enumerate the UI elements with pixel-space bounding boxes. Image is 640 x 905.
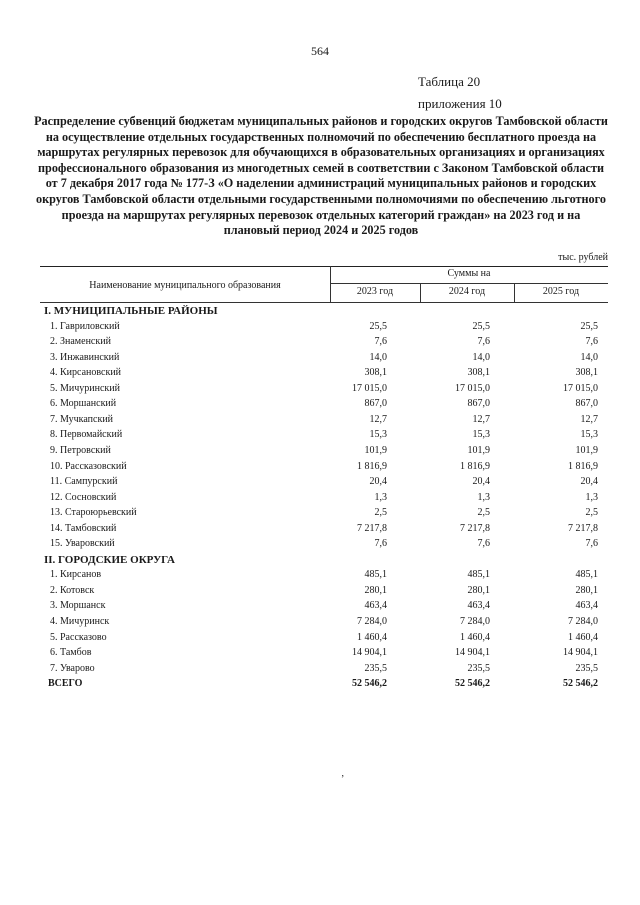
value-2024: 14 904,1 <box>455 647 490 658</box>
row-name: 3. Моршанск <box>50 600 106 611</box>
value-2025: 7,6 <box>585 538 598 549</box>
value-2024: 15,3 <box>472 429 490 440</box>
value-2025: 235,5 <box>575 663 598 674</box>
value-2025: 14,0 <box>580 352 598 363</box>
value-2024: 485,1 <box>467 569 490 580</box>
table-row <box>0 398 640 414</box>
value-2024: 52 546,2 <box>455 678 490 689</box>
value-2024: 2,5 <box>477 507 490 518</box>
appendix-number: приложения 10 <box>418 96 502 111</box>
row-name: 10. Рассказовский <box>50 461 127 472</box>
value-2023: 1 460,4 <box>357 632 387 643</box>
value-2024: 463,4 <box>467 600 490 611</box>
value-2023: 14 904,1 <box>352 647 387 658</box>
row-name: 9. Петровский <box>50 445 111 456</box>
row-name: 2. Знаменский <box>50 336 111 347</box>
column-header-sums: Суммы на <box>447 268 491 279</box>
value-2023: 101,9 <box>364 445 387 456</box>
value-2025: 2,5 <box>585 507 598 518</box>
value-2023: 52 546,2 <box>352 678 387 689</box>
total-label: ВСЕГО <box>48 678 83 689</box>
table-row <box>0 321 640 337</box>
value-2025: 12,7 <box>580 414 598 425</box>
value-2025: 14 904,1 <box>563 647 598 658</box>
table-row <box>0 476 640 492</box>
value-2023: 235,5 <box>364 663 387 674</box>
section-header <box>0 305 640 321</box>
row-name: 11. Сампурский <box>50 476 118 487</box>
value-2025: 7 284,0 <box>568 616 598 627</box>
table-row <box>0 632 640 648</box>
value-2024: 1 460,4 <box>460 632 490 643</box>
value-2023: 17 015,0 <box>352 383 387 394</box>
table-row <box>0 616 640 632</box>
table-row <box>0 507 640 523</box>
value-2025: 25,5 <box>580 321 598 332</box>
column-header-2025: 2025 год <box>542 286 580 297</box>
value-2025: 1 460,4 <box>568 632 598 643</box>
value-2025: 1 816,9 <box>568 461 598 472</box>
row-name: 3. Инжавинский <box>50 352 120 363</box>
row-name: 7. Мучкапский <box>50 414 114 425</box>
row-name: 2. Котовск <box>50 585 95 596</box>
value-2025: 485,1 <box>575 569 598 580</box>
value-2024: 25,5 <box>472 321 490 332</box>
value-2025: 1,3 <box>585 492 598 503</box>
value-2023: 20,4 <box>369 476 387 487</box>
table-row <box>0 429 640 445</box>
value-2023: 485,1 <box>364 569 387 580</box>
sums-rule <box>330 283 608 284</box>
value-2023: 15,3 <box>369 429 387 440</box>
row-name: 1. Гавриловский <box>50 321 120 332</box>
table-row <box>0 367 640 383</box>
value-2023: 12,7 <box>369 414 387 425</box>
value-2025: 280,1 <box>575 585 598 596</box>
section-title: I. МУНИЦИПАЛЬНЫЕ РАЙОНЫ <box>44 305 218 317</box>
value-2024: 101,9 <box>467 445 490 456</box>
units-label: тыс. рублей <box>558 252 608 263</box>
value-2023: 7,6 <box>374 538 387 549</box>
row-name: 15. Уваровский <box>50 538 115 549</box>
value-2023: 1 816,9 <box>357 461 387 472</box>
value-2023: 1,3 <box>374 492 387 503</box>
value-2025: 15,3 <box>580 429 598 440</box>
row-name: 1. Кирсанов <box>50 569 102 580</box>
value-2024: 7 217,8 <box>460 523 490 534</box>
value-2023: 280,1 <box>364 585 387 596</box>
table-row <box>0 336 640 352</box>
table-row <box>0 445 640 461</box>
header-bottom-rule <box>40 302 608 303</box>
table-row <box>0 538 640 554</box>
value-2025: 308,1 <box>575 367 598 378</box>
table-row <box>0 647 640 663</box>
column-header-2023: 2023 год <box>356 286 394 297</box>
value-2023: 25,5 <box>369 321 387 332</box>
column-header-2024: 2024 год <box>448 286 486 297</box>
value-2025: 7,6 <box>585 336 598 347</box>
table-row <box>0 461 640 477</box>
page-number: 564 <box>311 44 329 58</box>
row-name: 4. Мичуринск <box>50 616 110 627</box>
row-name: 13. Староюрьевский <box>50 507 137 518</box>
value-2024: 12,7 <box>472 414 490 425</box>
total-row <box>0 678 640 694</box>
table-top-rule <box>40 266 608 267</box>
document-title: Распределение субвенций бюджетам муниципальных районов и городских округов Тамбовской области на осуществление отдельных государственных полномочий по обеспечению бесплатного проезда на маршрутах регулярных перевозок для обучающихся в образовательных организациях и организациях профессионального образования из многодетных семей в соответствии с Законом Тамбовской области от 7 декабря 2017 года № 177-З «О наделении администраций муниципальных районов и городских округов Тамбовской области отдельными государственными полномочиями по обеспечению льготного проезда на маршрутах регулярных перевозок отдельных категорий граждан» на 2023 год и на плановый период 2024 и 2025 годов <box>34 114 608 238</box>
value-2023: 7 217,8 <box>357 523 387 534</box>
row-name: 5. Мичуринский <box>50 383 120 394</box>
table-row <box>0 492 640 508</box>
row-name: 6. Моршанский <box>50 398 117 409</box>
table-row <box>0 414 640 430</box>
value-2024: 1 816,9 <box>460 461 490 472</box>
value-2023: 867,0 <box>364 398 387 409</box>
value-2024: 867,0 <box>467 398 490 409</box>
value-2025: 17 015,0 <box>563 383 598 394</box>
row-name: 14. Тамбовский <box>50 523 117 534</box>
row-name: 8. Первомайский <box>50 429 123 440</box>
value-2024: 1,3 <box>477 492 490 503</box>
row-name: 5. Рассказово <box>50 632 107 643</box>
value-2023: 7,6 <box>374 336 387 347</box>
table-row <box>0 383 640 399</box>
table-number: Таблица 20 <box>418 74 481 89</box>
value-2023: 463,4 <box>364 600 387 611</box>
table-row <box>0 569 640 585</box>
row-name: 6. Тамбов <box>50 647 92 658</box>
value-2024: 280,1 <box>467 585 490 596</box>
row-name: 12. Сосновский <box>50 492 117 503</box>
row-name: 7. Уварово <box>50 663 95 674</box>
value-2024: 7,6 <box>477 336 490 347</box>
value-2025: 20,4 <box>580 476 598 487</box>
value-2024: 20,4 <box>472 476 490 487</box>
value-2024: 235,5 <box>467 663 490 674</box>
value-2024: 7 284,0 <box>460 616 490 627</box>
section-header <box>0 554 640 570</box>
value-2023: 7 284,0 <box>357 616 387 627</box>
column-header-name: Наименование муниципального образования <box>89 280 281 291</box>
value-2024: 17 015,0 <box>455 383 490 394</box>
section-title: II. ГОРОДСКИЕ ОКРУГА <box>44 554 175 566</box>
stray-mark: ʼ <box>341 774 345 785</box>
value-2023: 2,5 <box>374 507 387 518</box>
value-2025: 101,9 <box>575 445 598 456</box>
value-2025: 463,4 <box>575 600 598 611</box>
table-row <box>0 663 640 679</box>
value-2025: 7 217,8 <box>568 523 598 534</box>
value-2025: 867,0 <box>575 398 598 409</box>
value-2024: 308,1 <box>467 367 490 378</box>
value-2025: 52 546,2 <box>563 678 598 689</box>
value-2024: 14,0 <box>472 352 490 363</box>
value-2023: 308,1 <box>364 367 387 378</box>
value-2024: 7,6 <box>477 538 490 549</box>
row-name: 4. Кирсановский <box>50 367 122 378</box>
table-row <box>0 352 640 368</box>
table-row <box>0 600 640 616</box>
table-row <box>0 585 640 601</box>
value-2023: 14,0 <box>369 352 387 363</box>
table-row <box>0 523 640 539</box>
